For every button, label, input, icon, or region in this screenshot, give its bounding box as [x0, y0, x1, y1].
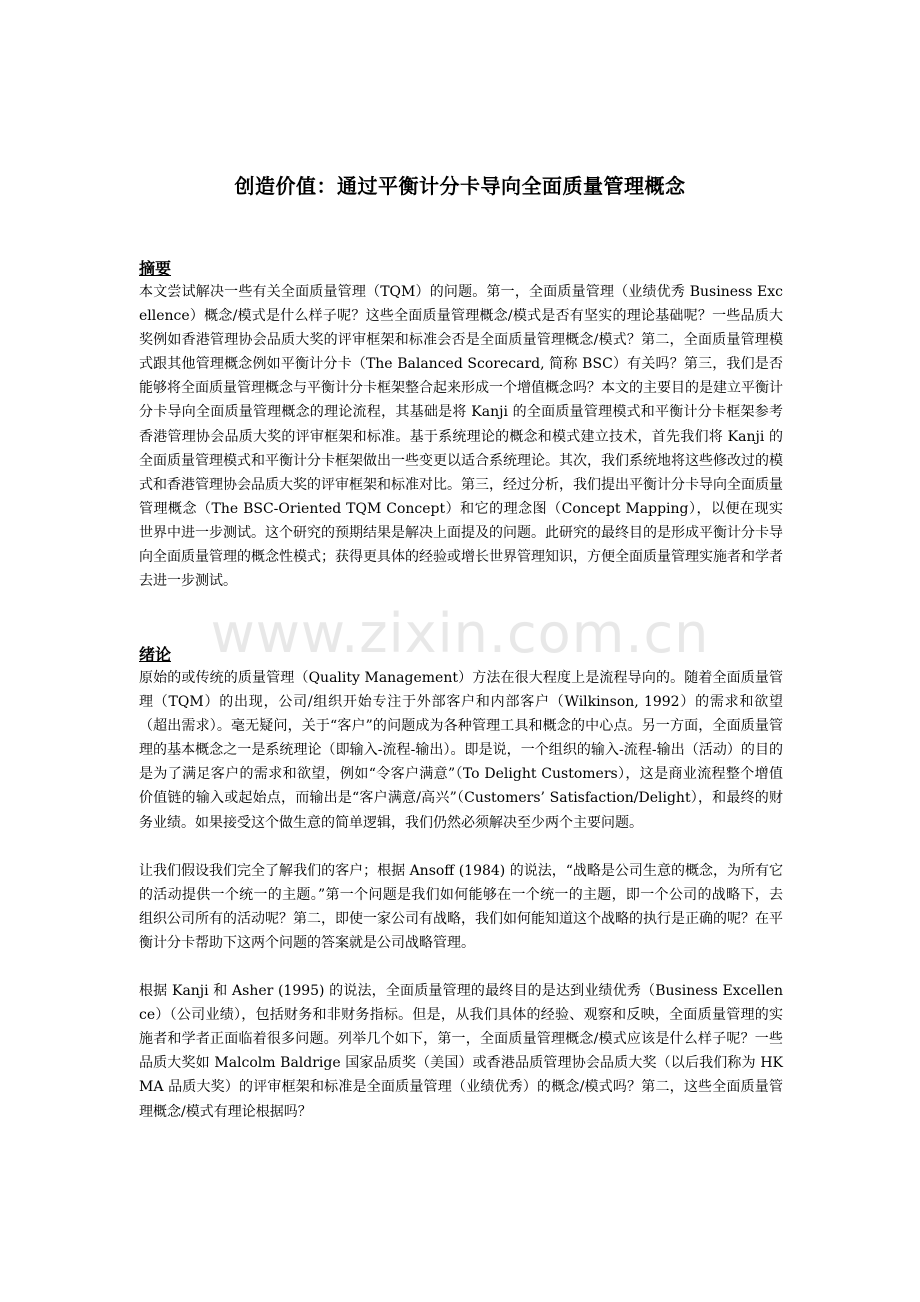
introduction-heading: 绪论 — [139, 645, 172, 664]
abstract-section — [139, 258, 783, 593]
introduction-section — [139, 644, 783, 1124]
introduction-paragraph-3: 根据 Kanji 和 Asher (1995) 的说法，全面质量管理的最终目的是达到业绩优秀（Business Excellence）（公司业绩），包括财务和非财务指标。但是，从我们具体的经验、观察和反映，全面质量管理的实施者和学者正面临着很多问题。列举几个如下，第一，全面质量管理概念/模式应该是什么样子呢？一些品质大奖如 Malcolm Baldrige 国家品质奖（美国）或香港品质管理协会品质大奖（以后我们称为 HKMA 品质大奖）的评审框架和标准是全面质量管理（业绩优秀）的概念/模式吗？第二，这些全面质量管理概念/模式有理论根据吗？ — [139, 983, 783, 1120]
abstract-heading: 摘要 — [139, 259, 172, 278]
watermark: www.zixin.com.cn — [210, 602, 710, 665]
page-title: 创造价值：通过平衡计分卡导向全面质量管理概念 — [234, 174, 686, 198]
introduction-paragraph-2: 让我们假设我们完全了解我们的客户；根据 Ansoff (1984) 的说法，“战略是公司生意的概念，为所有它的活动提供一个统一的主题。”第一个问题是我们如何能够在一个统一的主题，即一个公司的战略下，去组织公司所有的活动呢？第二，即使一家公司有战略，我们如何能知道这个战略的执行是正确的呢？在平衡计分卡帮助下这两个问题的答案就是公司战略管理。 — [139, 862, 783, 951]
introduction-paragraph-1: 原始的或传统的质量管理（Quality Management）方法在很大程度上是流程导向的。随着全面质量管理（TQM）的出现，公司/组织开始专注于外部客户和内部客户（Wilkinson, 1992）的需求和欲望（超出需求）。毫无疑问，关于“客户”的问题成为各种管理工具和概念的中心点。另一方面，全面质量管理的基本概念之一是系统理论（即输入-流程-输出）。即是说，一个组织的输入-流程-输出（活动）的目的是为了满足客户的需求和欲望，例如“令客户满意”（To Delight Customers），这是商业流程整个增值价值链的输入或起始点，而输出是“客户满意/高兴”（Customers’ Satisfaction/Delight），和最终的财务业绩。如果接受这个做生意的简单逻辑，我们仍然必须解决至少两个主要问题。 — [139, 670, 783, 831]
abstract-paragraph: 本文尝试解决一些有关全面质量管理（TQM）的问题。第一，全面质量管理（业绩优秀 Business Excellence）概念/模式是什么样子呢？这些全面质量管理概念/模式是否有坚实的理论基础呢？一些品质大奖例如香港管理协会品质大奖的评审框架和标准会否是全面质量管理概念/模式？第二，全面质量管理模式跟其他管理概念例如平衡计分卡（The Balanced Scorecard, 简称 BSC）有关吗？第三，我们是否能够将全面质量管理概念与平衡计分卡框架整合起来形成一个增值概念吗？本文的主要目的是建立平衡计分卡导向全面质量管理概念的理论流程，其基础是将 Kanji 的全面质量管理模式和平衡计分卡框架参考香港管理协会品质大奖的评审框架和标准。基于系统理论的概念和模式建立技术，首先我们将 Kanji 的全面质量管理模式和平衡计分卡框架做出一些变更以适合系统理论。其次，我们系统地将这些修改过的模式和香港管理协会品质大奖的评审框架和标准对比。第三，经过分析，我们提出平衡计分卡导向全面质量管理概念（The BSC-Oriented TQM Concept）和它的理念图（Concept Mapping），以便在现实世界中进一步测试。这个研究的预期结果是解决上面提及的问题。此研究的最终目的是形成平衡计分卡导向全面质量管理的概念性模式；获得更具体的经验或增长世界管理知识，方便全面质量管理实施者和学者去进一步测试。 — [139, 284, 783, 590]
